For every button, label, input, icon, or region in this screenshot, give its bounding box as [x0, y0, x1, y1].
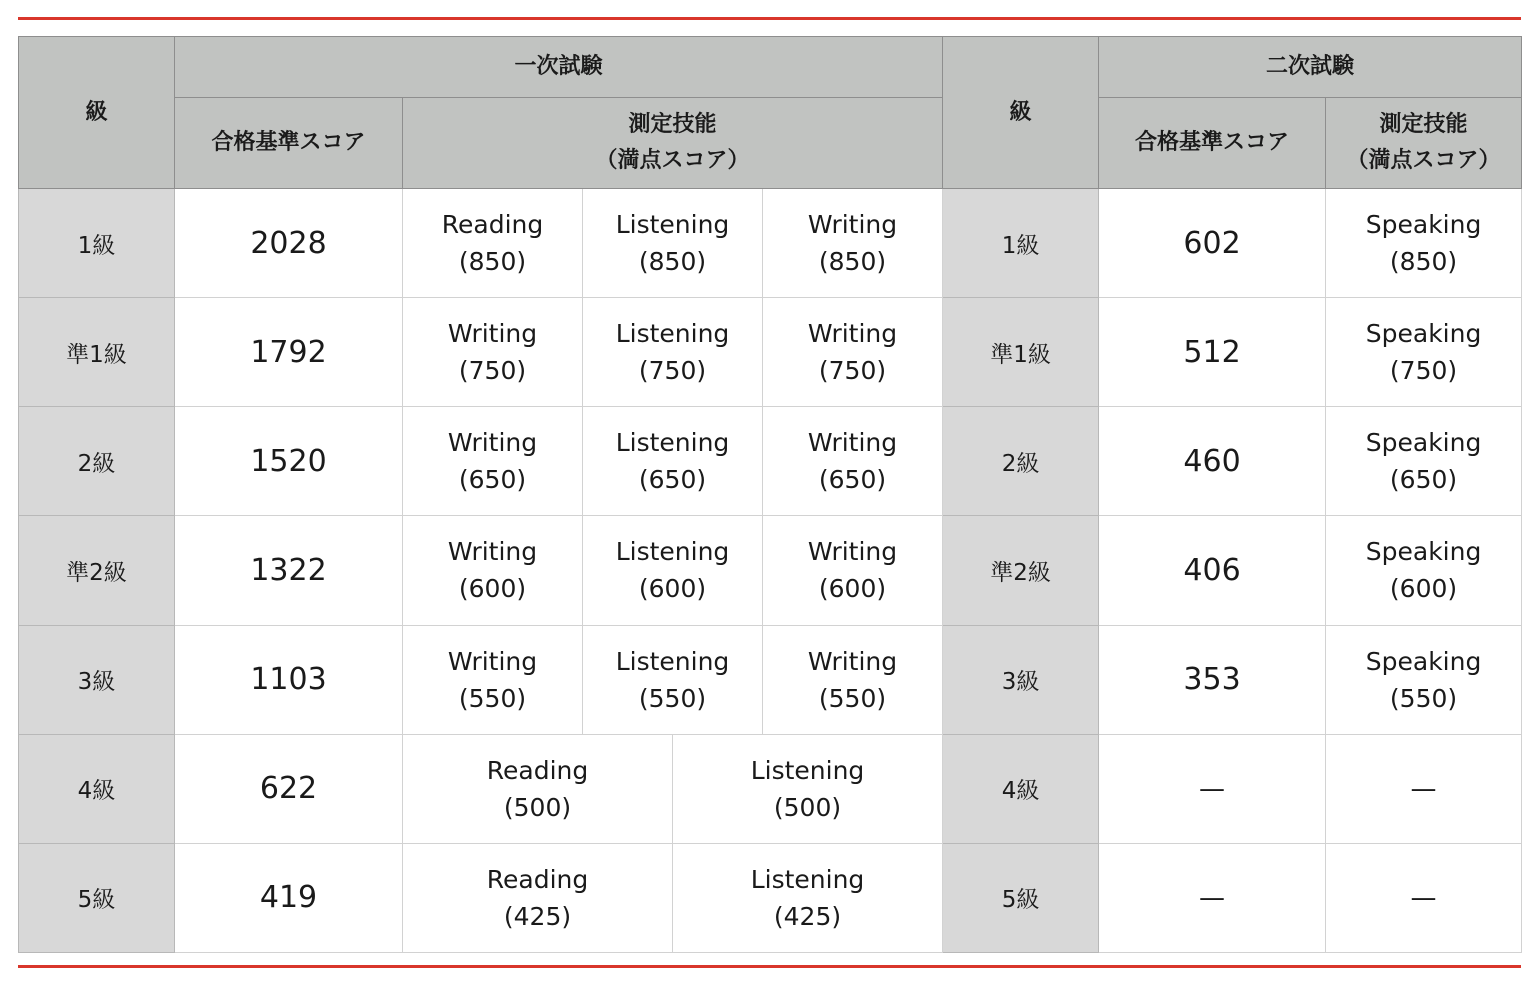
skill-cell — [583, 407, 763, 516]
pass-score-cell-second: 602 — [1099, 189, 1326, 298]
grade-cell-second: 1級 — [943, 189, 1099, 298]
skill-max: (850) — [458, 247, 527, 277]
speaking-skill-cell — [1326, 189, 1522, 298]
skill-name: Speaking — [1365, 646, 1482, 676]
speaking-skill-cell: — — [1326, 843, 1522, 952]
grade-cell-second: 3級 — [943, 625, 1099, 734]
skill-max: (600) — [1389, 574, 1458, 604]
skill-max: (600) — [638, 574, 707, 604]
pass-score-cell: 2028 — [175, 189, 403, 298]
skill-max: (750) — [638, 356, 707, 386]
skill-cell — [583, 298, 763, 407]
skill-name: Writing — [807, 646, 898, 676]
pass-score-cell-second: 512 — [1099, 298, 1326, 407]
table-row — [19, 407, 1522, 516]
speaking-skill-cell — [1326, 298, 1522, 407]
pass-score-cell: 1520 — [175, 407, 403, 516]
pass-score-cell-second: 460 — [1099, 407, 1326, 516]
skill-cell — [673, 734, 943, 843]
skill-max: (650) — [1389, 465, 1458, 495]
skill-cell — [403, 625, 583, 734]
table-row — [19, 516, 1522, 625]
pass-score-cell: 1792 — [175, 298, 403, 407]
skill-name: Listening — [615, 319, 730, 349]
skill-name: Writing — [447, 428, 538, 458]
skill-name: Listening — [750, 864, 865, 894]
skill-name: Reading — [486, 864, 589, 894]
skill-max: (550) — [1389, 683, 1458, 713]
skill-max: (650) — [458, 465, 527, 495]
table-row — [19, 298, 1522, 407]
pass-score-cell-second: 353 — [1099, 625, 1326, 734]
skill-name: Listening — [615, 428, 730, 458]
grade-cell: 1級 — [19, 189, 175, 298]
skill-name: Writing — [807, 537, 898, 567]
grade-cell: 準1級 — [19, 298, 175, 407]
top-red-rule — [18, 17, 1521, 20]
skill-max: (600) — [458, 574, 527, 604]
skill-cell — [763, 625, 943, 734]
grade-cell-second: 5級 — [943, 843, 1099, 952]
grade-cell: 3級 — [19, 625, 175, 734]
skills-header-first — [403, 98, 943, 189]
skill-max: (550) — [818, 683, 887, 713]
skill-name: Listening — [615, 537, 730, 567]
grade-cell: 5級 — [19, 843, 175, 952]
skill-max: (600) — [818, 574, 887, 604]
skill-max: (500) — [503, 792, 572, 822]
skill-max: (850) — [1389, 247, 1458, 277]
skill-name: Writing — [447, 319, 538, 349]
skills-header-subtitle: （満点スコア） — [595, 148, 750, 173]
skill-cell — [403, 298, 583, 407]
skill-max: (550) — [458, 683, 527, 713]
skills-header-subtitle: （満点スコア） — [1346, 148, 1501, 173]
bottom-red-rule — [18, 965, 1521, 968]
skill-max: (425) — [773, 901, 842, 931]
grade-cell: 4級 — [19, 734, 175, 843]
grade-cell-second: 2級 — [943, 407, 1099, 516]
skill-max: (550) — [638, 683, 707, 713]
grade-cell-second: 準1級 — [943, 298, 1099, 407]
skill-name: Writing — [447, 646, 538, 676]
grade-cell: 2級 — [19, 407, 175, 516]
skill-name: Speaking — [1365, 319, 1482, 349]
skill-max: (750) — [818, 356, 887, 386]
pass-score-cell: 419 — [175, 843, 403, 952]
skill-name: Listening — [615, 210, 730, 240]
skills-header-second — [1326, 98, 1522, 189]
skill-name: Listening — [750, 755, 865, 785]
skill-name: Writing — [807, 319, 898, 349]
skill-max: (750) — [458, 356, 527, 386]
skill-name: Writing — [447, 537, 538, 567]
skill-max: (500) — [773, 792, 842, 822]
speaking-skill-cell — [1326, 625, 1522, 734]
skill-name: Reading — [441, 210, 544, 240]
first-exam-header: 一次試験 — [175, 37, 943, 98]
skills-header-title: 測定技能 — [628, 112, 717, 137]
skill-cell — [673, 843, 943, 952]
skill-name: Listening — [615, 646, 730, 676]
skill-name: Speaking — [1365, 428, 1482, 458]
skill-cell — [403, 516, 583, 625]
skill-name: Speaking — [1365, 537, 1482, 567]
skill-name: Writing — [807, 428, 898, 458]
skill-cell — [763, 298, 943, 407]
pass-score-header-first: 合格基準スコア — [175, 98, 403, 189]
speaking-skill-cell — [1326, 407, 1522, 516]
header-row-2 — [19, 98, 1522, 189]
table-row — [19, 625, 1522, 734]
skill-max: (650) — [818, 465, 887, 495]
skill-max: (750) — [1389, 356, 1458, 386]
skill-cell — [583, 625, 763, 734]
skill-max: (850) — [818, 247, 887, 277]
skill-cell — [763, 189, 943, 298]
grade-header-first: 級 — [19, 37, 175, 189]
grade-cell-second: 準2級 — [943, 516, 1099, 625]
pass-score-cell: 1322 — [175, 516, 403, 625]
skill-cell — [403, 407, 583, 516]
skill-max: (650) — [638, 465, 707, 495]
speaking-skill-cell: — — [1326, 734, 1522, 843]
pass-score-cell: 622 — [175, 734, 403, 843]
header-row-1 — [19, 37, 1522, 98]
skill-cell — [583, 189, 763, 298]
skill-cell — [403, 189, 583, 298]
grade-cell: 準2級 — [19, 516, 175, 625]
skill-cell — [403, 734, 673, 843]
skills-header-title: 測定技能 — [1379, 112, 1468, 137]
pass-score-cell-second: — — [1099, 843, 1326, 952]
pass-score-header-second: 合格基準スコア — [1099, 98, 1326, 189]
skill-cell — [763, 516, 943, 625]
skill-name: Speaking — [1365, 210, 1482, 240]
skill-cell — [763, 407, 943, 516]
second-exam-header: 二次試験 — [1099, 37, 1522, 98]
pass-score-cell: 1103 — [175, 625, 403, 734]
skill-max: (850) — [638, 247, 707, 277]
table-row — [19, 734, 1522, 843]
skill-cell — [583, 516, 763, 625]
grade-cell-second: 4級 — [943, 734, 1099, 843]
table-row — [19, 189, 1522, 298]
grade-score-table — [18, 36, 1522, 953]
skill-max: (425) — [503, 901, 572, 931]
pass-score-cell-second: — — [1099, 734, 1326, 843]
skill-name: Reading — [486, 755, 589, 785]
skill-name: Writing — [807, 210, 898, 240]
grade-header-second: 級 — [943, 37, 1099, 189]
skill-cell — [403, 843, 673, 952]
speaking-skill-cell — [1326, 516, 1522, 625]
pass-score-cell-second: 406 — [1099, 516, 1326, 625]
table-row — [19, 843, 1522, 952]
